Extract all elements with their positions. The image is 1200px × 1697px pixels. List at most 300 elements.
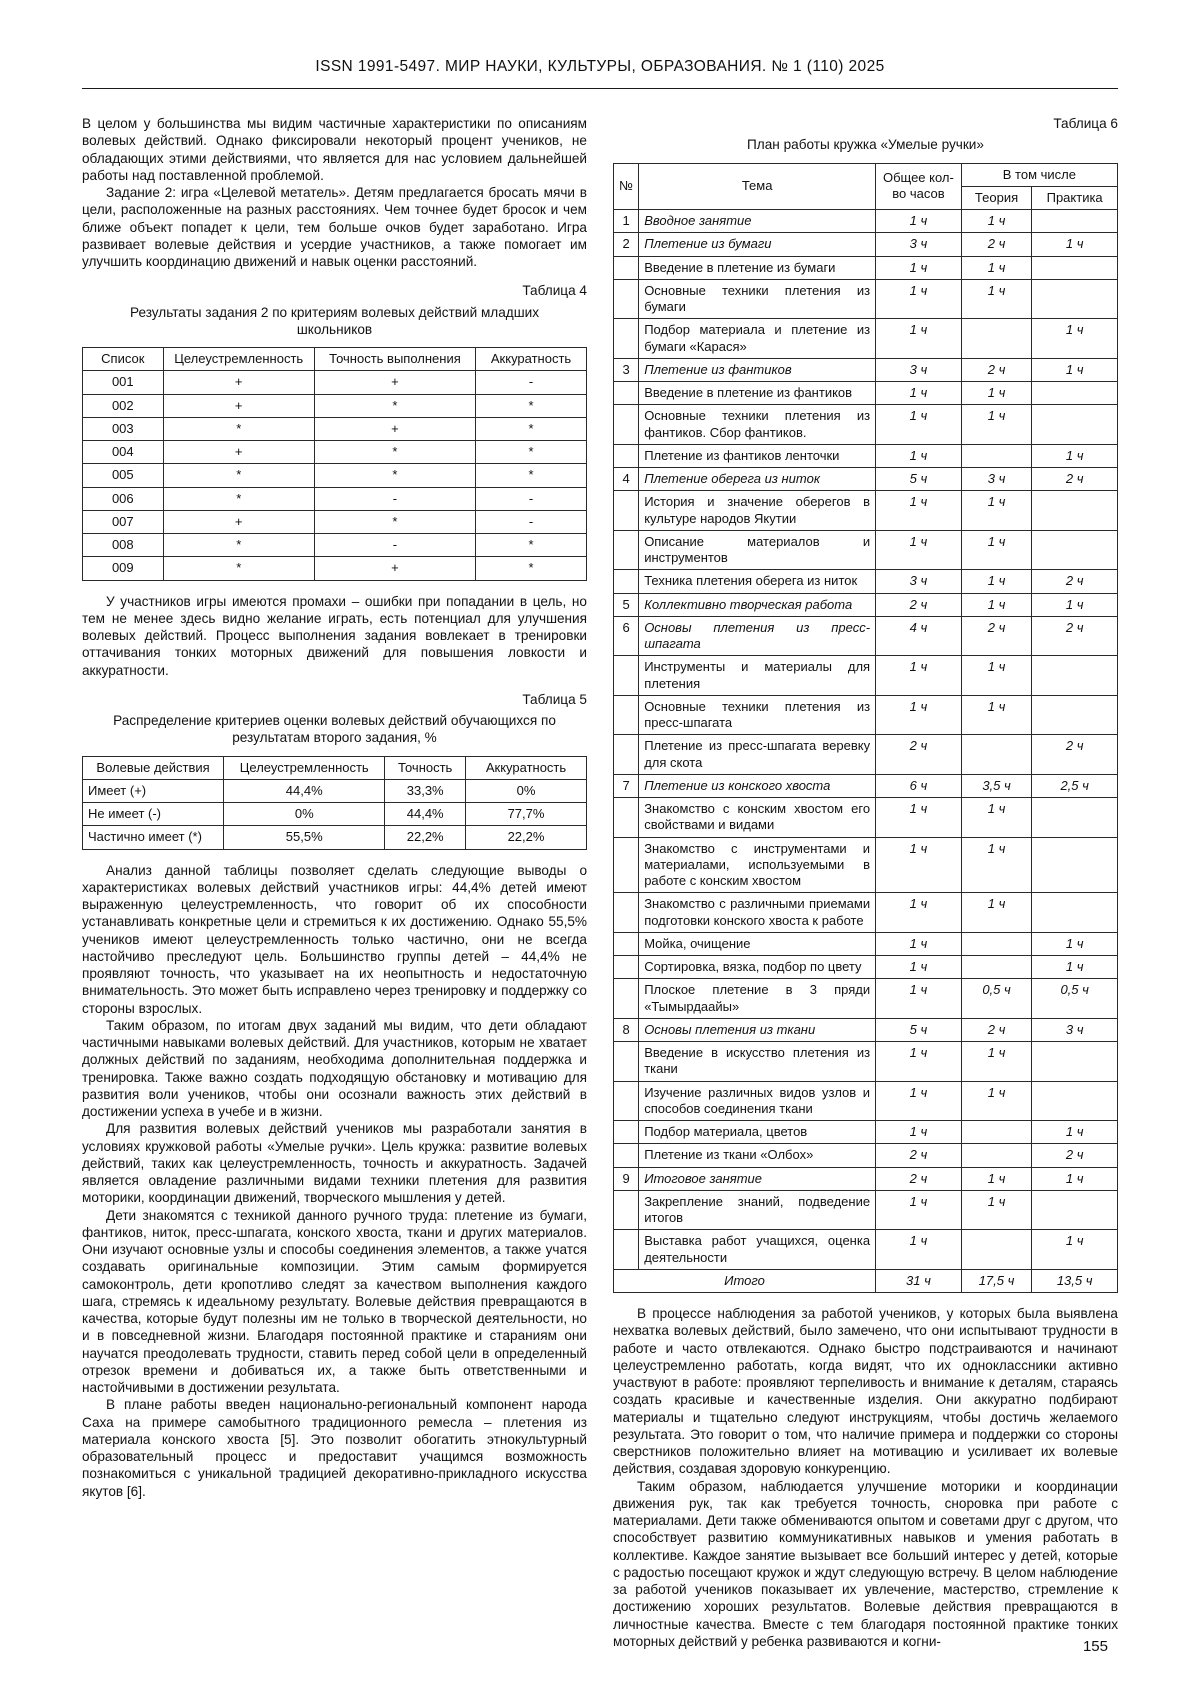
column-header-theory: Теория (961, 186, 1032, 209)
table-cell: * (314, 510, 475, 533)
table-cell: 1 ч (876, 979, 962, 1019)
table-cell: 5 ч (876, 468, 962, 491)
table-cell: 1 ч (961, 593, 1032, 616)
table-cell: 1 ч (876, 491, 962, 531)
table-cell: * (314, 441, 475, 464)
table-cell (614, 893, 639, 933)
table5-body (83, 779, 587, 849)
column-header-num: № (614, 163, 639, 210)
plan-sub-row (614, 695, 1118, 735)
paragraph: В процессе наблюдения за работой учеников, у которых была выявлена нехватка волевых действий, было замечено, что они испытывают трудности в работе и часто отвлекаются. Однако быстро подстраиваются и начинают целеустремленно работать, когда видят, что их одноклассники активно участвуют в работе: проявляют терпеливость и внимание к деталям, стараясь создать красивые и качественные изделия. Они аккуратно подбирают материалы и тщательно следуют инструкциям, чтобы достичь желаемого результата. Это говорит о том, что наличие примера и поддержки со стороны сверстников положительно влияет на мотивацию и усиливает их волевые действия, создавая здоровую конкуренцию. (613, 1306, 1118, 1477)
table-cell (614, 530, 639, 570)
table-cell (614, 1144, 639, 1167)
table-cell: 55,5% (224, 826, 385, 849)
table-cell: * (163, 557, 314, 580)
table-cell: История и значение оберегов в культуре народов Якутии (639, 491, 876, 531)
table-cell: 1 ч (876, 656, 962, 696)
table-cell: Подбор материала и плетение из бумаги «Карася» (639, 319, 876, 359)
plan-sub-row (614, 1042, 1118, 1082)
table-cell (961, 735, 1032, 775)
table-cell: Основные техники плетения из пресс-шпагата (639, 695, 876, 735)
table-row (83, 441, 587, 464)
table-cell: * (476, 441, 587, 464)
table-cell: Техника плетения оберега из ниток (639, 570, 876, 593)
paragraph: Для развития волевых действий учеников мы разработали занятия в условиях кружковой работы «Умелые ручки». Цель кружка: развитие волевых действий, таких как целеустремленность, точность и аккуратность. Задачей является овладение различными видами техники плетения для развития моторики, координации движений, творческого мышления у детей. (82, 1121, 587, 1206)
table-cell: Итого (614, 1269, 876, 1292)
table-cell: * (476, 394, 587, 417)
table-cell (614, 256, 639, 279)
table-cell: Итоговое занятие (639, 1167, 876, 1190)
table-cell: + (163, 510, 314, 533)
table-cell: 007 (83, 510, 164, 533)
table-cell: 3 ч (876, 570, 962, 593)
table-cell: 1 ч (961, 893, 1032, 933)
table-cell (614, 798, 639, 838)
plan-sub-row (614, 279, 1118, 319)
paragraph: Задание 2: игра «Целевой метатель». Детям предлагается бросать мячи в цели, расположенные на разных расстояниях. Чем точнее будет бросок и чем ближе объект попадет к цели, тем больше очков будет заработано. Игра развивает волевые действия и усердие участников, а также помогает им улучшить координацию движений и навык оценки расстояний. (82, 185, 587, 269)
table-cell: Коллективно творческая работа (639, 593, 876, 616)
table-cell: 1 ч (961, 256, 1032, 279)
plan-section-row (614, 1018, 1118, 1041)
table-row (83, 371, 587, 394)
table4-results (82, 347, 587, 581)
table-cell: 2 ч (1032, 616, 1118, 656)
table-cell: 1 ч (876, 405, 962, 445)
table-cell: 0,5 ч (1032, 979, 1118, 1019)
table-cell (1032, 256, 1118, 279)
table5-title: Распределение критериев оценки волевых действий обучающихся по результатам второго задания, % (113, 713, 556, 746)
plan-table (613, 163, 1118, 1294)
table-cell: 1 ч (876, 1042, 962, 1082)
table-cell: 1 ч (876, 279, 962, 319)
table-cell: 1 ч (961, 279, 1032, 319)
column-header: Волевые действия (83, 756, 224, 779)
table-cell (961, 1144, 1032, 1167)
table-cell (1032, 279, 1118, 319)
left-column (82, 115, 587, 1650)
table-cell (614, 319, 639, 359)
table-cell: 0,5 ч (961, 979, 1032, 1019)
paragraph: У участников игры имеются промахи – ошибки при попадании в цель, но тем не менее здесь видно желание играть, есть потенциал для улучшения волевых действий. Процесс выполнения задания вовлекает в тренировки оттачивания тонких моторных движений для повышения ловкости и аккуратности. (82, 593, 587, 678)
table-row (83, 464, 587, 487)
table-cell: 2 ч (876, 1144, 962, 1167)
table-cell: 0% (224, 803, 385, 826)
table-cell (1032, 1081, 1118, 1121)
table-row (83, 779, 587, 802)
table-cell: 1 ч (1032, 233, 1118, 256)
table-cell: - (314, 487, 475, 510)
table-cell: 2 ч (961, 233, 1032, 256)
table-cell: Введение в плетение из бумаги (639, 256, 876, 279)
table-cell: Плетение оберега из ниток (639, 468, 876, 491)
table-cell: 4 ч (876, 616, 962, 656)
running-head (82, 58, 1118, 89)
table-cell: * (476, 417, 587, 440)
table-cell: Основы плетения из ткани (639, 1018, 876, 1041)
table-cell: 1 ч (876, 1081, 962, 1121)
table-cell: Имеет (+) (83, 779, 224, 802)
plan-table-header-row-1 (614, 163, 1118, 186)
column-header-included: В том числе (961, 163, 1117, 186)
table-cell: 003 (83, 417, 164, 440)
table-cell: Плетение из конского хвоста (639, 774, 876, 797)
column-header-total-hours: Общее кол-во часов (876, 163, 962, 210)
table-cell (1032, 405, 1118, 445)
table-cell: Плетение из фантиков (639, 358, 876, 381)
table-cell: 1 ч (1032, 444, 1118, 467)
table-row (83, 487, 587, 510)
table-cell (614, 570, 639, 593)
table-cell: - (476, 371, 587, 394)
table-cell: + (163, 371, 314, 394)
plan-sub-row (614, 798, 1118, 838)
table-cell (961, 444, 1032, 467)
column-header-practice: Практика (1032, 186, 1118, 209)
table-cell: 002 (83, 394, 164, 417)
table-cell: Подбор материала, цветов (639, 1121, 876, 1144)
table-cell: Плоское плетение в 3 пряди «Тымырдаайы» (639, 979, 876, 1019)
table-cell: 1 (614, 210, 639, 233)
table-cell: 3,5 ч (961, 774, 1032, 797)
plan-sub-row (614, 256, 1118, 279)
table-cell: 1 ч (876, 256, 962, 279)
plan-section-row (614, 233, 1118, 256)
table-cell: * (314, 464, 475, 487)
table-cell (614, 956, 639, 979)
column-header: Список (83, 348, 164, 371)
table-cell: - (314, 534, 475, 557)
table-cell (1032, 382, 1118, 405)
table-cell (614, 1081, 639, 1121)
table-cell: Плетение из пресс-шпагата веревку для скота (639, 735, 876, 775)
table-cell: Закрепление знаний, подведение итогов (639, 1190, 876, 1230)
table-row (83, 510, 587, 533)
table-cell: 13,5 ч (1032, 1269, 1118, 1292)
column-header: Точность выполнения (314, 348, 475, 371)
table-cell: Знакомство с инструментами и материалами, используемыми в работе с конским хвостом (639, 837, 876, 893)
table-cell: 1 ч (961, 530, 1032, 570)
table-cell: 2 ч (876, 593, 962, 616)
column-header: Целеустремленность (224, 756, 385, 779)
table-cell (961, 319, 1032, 359)
table-cell: - (476, 487, 587, 510)
table-cell: 1 ч (876, 695, 962, 735)
table-row (83, 417, 587, 440)
table-cell: 1 ч (876, 798, 962, 838)
table-cell: 1 ч (876, 530, 962, 570)
table-cell (614, 1042, 639, 1082)
table-cell: * (476, 557, 587, 580)
table-cell: 1 ч (961, 382, 1032, 405)
table-cell: Плетение из фантиков ленточки (639, 444, 876, 467)
table-cell (1032, 491, 1118, 531)
table-cell: 44,4% (385, 803, 466, 826)
table-cell: 1 ч (1032, 593, 1118, 616)
plan-sub-row (614, 1144, 1118, 1167)
table-cell: 1 ч (876, 382, 962, 405)
plan-sub-row (614, 491, 1118, 531)
table-cell: 31 ч (876, 1269, 962, 1292)
plan-sub-row (614, 1190, 1118, 1230)
table-cell: 2 ч (876, 735, 962, 775)
table-cell (614, 735, 639, 775)
table-cell: 1 ч (961, 1167, 1032, 1190)
table-cell: 3 ч (876, 358, 962, 381)
table-cell: 001 (83, 371, 164, 394)
table-cell: 3 ч (961, 468, 1032, 491)
table-cell: 1 ч (961, 210, 1032, 233)
table4-header-row (83, 348, 587, 371)
plan-section-row (614, 1167, 1118, 1190)
plan-sub-row (614, 382, 1118, 405)
table-cell: 6 (614, 616, 639, 656)
table5-label: Таблица 5 (522, 691, 587, 707)
table-row (83, 803, 587, 826)
table-cell (614, 405, 639, 445)
table6-title: План работы кружка «Умелые ручки» (747, 137, 984, 153)
plan-sub-row (614, 405, 1118, 445)
table-cell (1032, 695, 1118, 735)
table-cell: 2 ч (961, 616, 1032, 656)
plan-sub-row (614, 1081, 1118, 1121)
table-cell: 2 ч (1032, 1144, 1118, 1167)
plan-sub-row (614, 979, 1118, 1019)
table4-body (83, 371, 587, 580)
table-row (83, 826, 587, 849)
table-cell (614, 1190, 639, 1230)
table-cell: 1 ч (876, 837, 962, 893)
table-cell: Не имеет (-) (83, 803, 224, 826)
table-row (83, 557, 587, 580)
table-cell: 2 ч (961, 358, 1032, 381)
plan-sub-row (614, 530, 1118, 570)
table-cell: 2,5 ч (1032, 774, 1118, 797)
table-cell: - (476, 510, 587, 533)
table-cell (1032, 1042, 1118, 1082)
table-cell: 1 ч (876, 210, 962, 233)
table-cell (1032, 893, 1118, 933)
table6-label: Таблица 6 (1053, 116, 1118, 131)
table-cell (614, 1121, 639, 1144)
table-cell: * (314, 394, 475, 417)
plan-table-body (614, 210, 1118, 1293)
paragraph: В плане работы введен национально-региональный компонент народа Саха на примере самобытного традиционного ремесла – плетения из материала конского хвоста [5]. Это позволит обогатить этнокультурный образовательный процесс и предоставит учащимся возможность познакомиться с уникальной традицией декоративно-прикладного искусства якутов [6]. (82, 1397, 587, 1499)
table-cell: 1 ч (1032, 1167, 1118, 1190)
table-cell: 1 ч (961, 570, 1032, 593)
table-cell: 1 ч (961, 491, 1032, 531)
table-cell (614, 695, 639, 735)
table-cell: 8 (614, 1018, 639, 1041)
table-cell: 3 ч (1032, 1018, 1118, 1041)
table-cell (614, 837, 639, 893)
plan-sub-row (614, 1230, 1118, 1270)
table-cell (961, 932, 1032, 955)
column-header: Аккуратность (476, 348, 587, 371)
table-cell (961, 1230, 1032, 1270)
paragraph: Таким образом, по итогам двух заданий мы видим, что дети обладают частичными навыками волевых действий. Для участников, которым не хватает должных действий по заданиям, необходима дополнительная поддержка и тренировка. Также важно создать подходящую обстановку и мотивацию для развития воли учеников, чтобы они осознали важность этих действий в достижении успеха в учебе и в жизни. (82, 1017, 587, 1119)
table-cell: 1 ч (961, 656, 1032, 696)
column-header: Целеустремленность (163, 348, 314, 371)
table-cell: 5 (614, 593, 639, 616)
table-cell: Основные техники плетения из фантиков. Сбор фантиков. (639, 405, 876, 445)
table-cell: 1 ч (876, 444, 962, 467)
table-cell: 6 ч (876, 774, 962, 797)
table-cell (614, 979, 639, 1019)
table-cell (1032, 798, 1118, 838)
table-cell (614, 491, 639, 531)
table-cell: 1 ч (961, 1190, 1032, 1230)
table-cell: Введение в искусство плетения из ткани (639, 1042, 876, 1082)
table-cell: Плетение из ткани «Олбох» (639, 1144, 876, 1167)
table-cell: 2 ч (1032, 570, 1118, 593)
plan-sub-row (614, 319, 1118, 359)
table-cell: 77,7% (466, 803, 587, 826)
table-cell: * (163, 534, 314, 557)
column-header-tema: Тема (639, 163, 876, 210)
table-cell: Плетение из бумаги (639, 233, 876, 256)
table-cell: 1 ч (876, 1190, 962, 1230)
plan-total-row (614, 1269, 1118, 1292)
table-cell: Изучение различных видов узлов и способов соединения ткани (639, 1081, 876, 1121)
table-cell: 1 ч (961, 1081, 1032, 1121)
table5-header-row (83, 756, 587, 779)
table-cell (1032, 837, 1118, 893)
table-cell: 1 ч (876, 1121, 962, 1144)
table-cell: 008 (83, 534, 164, 557)
table-cell (614, 932, 639, 955)
plan-section-row (614, 358, 1118, 381)
table-cell: Вводное занятие (639, 210, 876, 233)
table-row (83, 534, 587, 557)
table-cell: + (314, 371, 475, 394)
paragraph: Дети знакомятся с техникой данного ручного труда: плетение из бумаги, фантиков, ниток, пресс-шпагата, конского хвоста, ткани и других материалов. Они изучают основные узлы и способы соединения элементов, а также учатся создавать оригинальные композиции. Этим самым формируется самоконтроль, дети кропотливо следят за качеством выполнения каждого шага, стремясь к идеальному результату. Волевые действия превращаются в качества, которые будут полезны им не только в творческой деятельности, но и в повседневной жизни. Благодаря постоянной практике и стараниям они научатся преодолевать трудности, ставить перед собой цели в определенный отрезок времени и добиваться их, а также быть ответственными и настойчивыми в достижении результата. (82, 1207, 587, 1395)
table-cell: * (163, 464, 314, 487)
table-cell: 22,2% (385, 826, 466, 849)
table-cell: 1 ч (961, 695, 1032, 735)
table-cell: Описание материалов и инструментов (639, 530, 876, 570)
plan-sub-row (614, 956, 1118, 979)
table-cell: 4 (614, 468, 639, 491)
table-cell (614, 444, 639, 467)
table-cell: 2 ч (1032, 468, 1118, 491)
plan-sub-row (614, 570, 1118, 593)
table-cell: 2 ч (1032, 735, 1118, 775)
page-content (82, 115, 1118, 1650)
table-cell: 1 ч (876, 893, 962, 933)
table-cell: 5 ч (876, 1018, 962, 1041)
table-row (83, 394, 587, 417)
plan-sub-row (614, 932, 1118, 955)
table-cell (1032, 1190, 1118, 1230)
table-cell: Инструменты и материалы для плетения (639, 656, 876, 696)
plan-section-row (614, 774, 1118, 797)
table-cell (614, 382, 639, 405)
plan-sub-row (614, 735, 1118, 775)
table-cell: 1 ч (876, 319, 962, 359)
table-cell: 005 (83, 464, 164, 487)
column-header: Аккуратность (466, 756, 587, 779)
paragraph: Таким образом, наблюдается улучшение моторики и координации движения рук, так как требуется точность, сноровка при работе с материалами. Дети также обмениваются опытом и советами друг с другом, что способствует развитию коммуникативных навыков и умения работать в коллективе. Каждое занятие вызывает все больший интерес у детей, которые с радостью посещают кружок и ждут следующую встречу. В целом наблюдение за работой учеников показывает их увлечение, мастерство, стремление к достижению хороших результатов. Волевые действия превращаются в личностные качества. Вместе с тем благодаря постоянной практике тонких моторных действий у ребенка развиваются и когни- (613, 1478, 1118, 1649)
table-cell: * (163, 417, 314, 440)
table-cell: 1 ч (1032, 932, 1118, 955)
plan-sub-row (614, 893, 1118, 933)
table-cell: 2 (614, 233, 639, 256)
table-cell: 1 ч (1032, 358, 1118, 381)
table-cell: 1 ч (876, 1230, 962, 1270)
right-column (613, 115, 1118, 1650)
column-header: Точность (385, 756, 466, 779)
table-cell (1032, 530, 1118, 570)
table-cell: Выставка работ учащихся, оценка деятельности (639, 1230, 876, 1270)
plan-section-row (614, 210, 1118, 233)
table-cell (961, 1121, 1032, 1144)
paragraph: В целом у большинства мы видим частичные характеристики по описаниям волевых действий. Однако фиксировали некоторый процент учеников, не обладающих этими действиями, что является для нас условием дальнейшей работы над поставленной проблемой. (82, 116, 587, 183)
table-cell: 3 ч (876, 233, 962, 256)
table-cell: 006 (83, 487, 164, 510)
plan-section-row (614, 468, 1118, 491)
table-cell: 7 (614, 774, 639, 797)
table-cell: 22,2% (466, 826, 587, 849)
table-cell: + (314, 417, 475, 440)
table-cell: 2 ч (961, 1018, 1032, 1041)
table-cell: * (163, 487, 314, 510)
table-cell: * (476, 464, 587, 487)
table-cell: + (314, 557, 475, 580)
table-cell: 1 ч (1032, 319, 1118, 359)
table-cell: 1 ч (961, 405, 1032, 445)
table-cell: Введение в плетение из фантиков (639, 382, 876, 405)
journal-header-text: ISSN 1991-5497. МИР НАУКИ, КУЛЬТУРЫ, ОБРАЗОВАНИЯ. № 1 (110) 2025 (315, 58, 885, 75)
table-cell: 33,3% (385, 779, 466, 802)
plan-sub-row (614, 837, 1118, 893)
table-cell: Мойка, очищение (639, 932, 876, 955)
table-cell (614, 279, 639, 319)
table4-label: Таблица 4 (522, 283, 587, 299)
table-cell: * (476, 534, 587, 557)
table-cell (961, 956, 1032, 979)
table-cell: Сортировка, вязка, подбор по цвету (639, 956, 876, 979)
table-cell: 1 ч (1032, 1230, 1118, 1270)
table-cell: 1 ч (1032, 1121, 1118, 1144)
table-cell (614, 656, 639, 696)
table-cell (1032, 210, 1118, 233)
table-cell: + (163, 394, 314, 417)
table-cell: Основные техники плетения из бумаги (639, 279, 876, 319)
page-number: 155 (1082, 1638, 1108, 1655)
plan-section-row (614, 616, 1118, 656)
table-cell: 9 (614, 1167, 639, 1190)
table-cell: Основы плетения из пресс-шпагата (639, 616, 876, 656)
table-cell: 1 ч (876, 932, 962, 955)
table-cell: 004 (83, 441, 164, 464)
table-cell: + (163, 441, 314, 464)
plan-sub-row (614, 444, 1118, 467)
table-cell: 1 ч (876, 956, 962, 979)
plan-section-row (614, 593, 1118, 616)
table5-criteria (82, 756, 587, 850)
table-cell (1032, 656, 1118, 696)
table-cell: 1 ч (961, 837, 1032, 893)
paragraph: Анализ данной таблицы позволяет сделать следующие выводы о характеристиках волевых действий участников игры: 44,4% детей имеют выраженную целеустремленность, что говорит об их способности устанавливать конкретные цели и стремиться к их достижению. Однако 55,5% учеников имеют целеустремленность только частично, они не всегда настойчиво преследуют цель. Большинство группы детей – 44,4% не проявляют точность, что указывает на их неопытность и недостаточную внимательность. Это может быть исправлено через тренировку и поддержку со стороны взрослых. (82, 862, 587, 1016)
table-cell: 1 ч (961, 1042, 1032, 1082)
table-cell: 2 ч (876, 1167, 962, 1190)
table-cell (614, 1230, 639, 1270)
plan-sub-row (614, 656, 1118, 696)
plan-sub-row (614, 1121, 1118, 1144)
table-cell: 1 ч (1032, 956, 1118, 979)
table-cell: 17,5 ч (961, 1269, 1032, 1292)
table-cell: Знакомство с различными приемами подготовки конского хвоста к работе (639, 893, 876, 933)
